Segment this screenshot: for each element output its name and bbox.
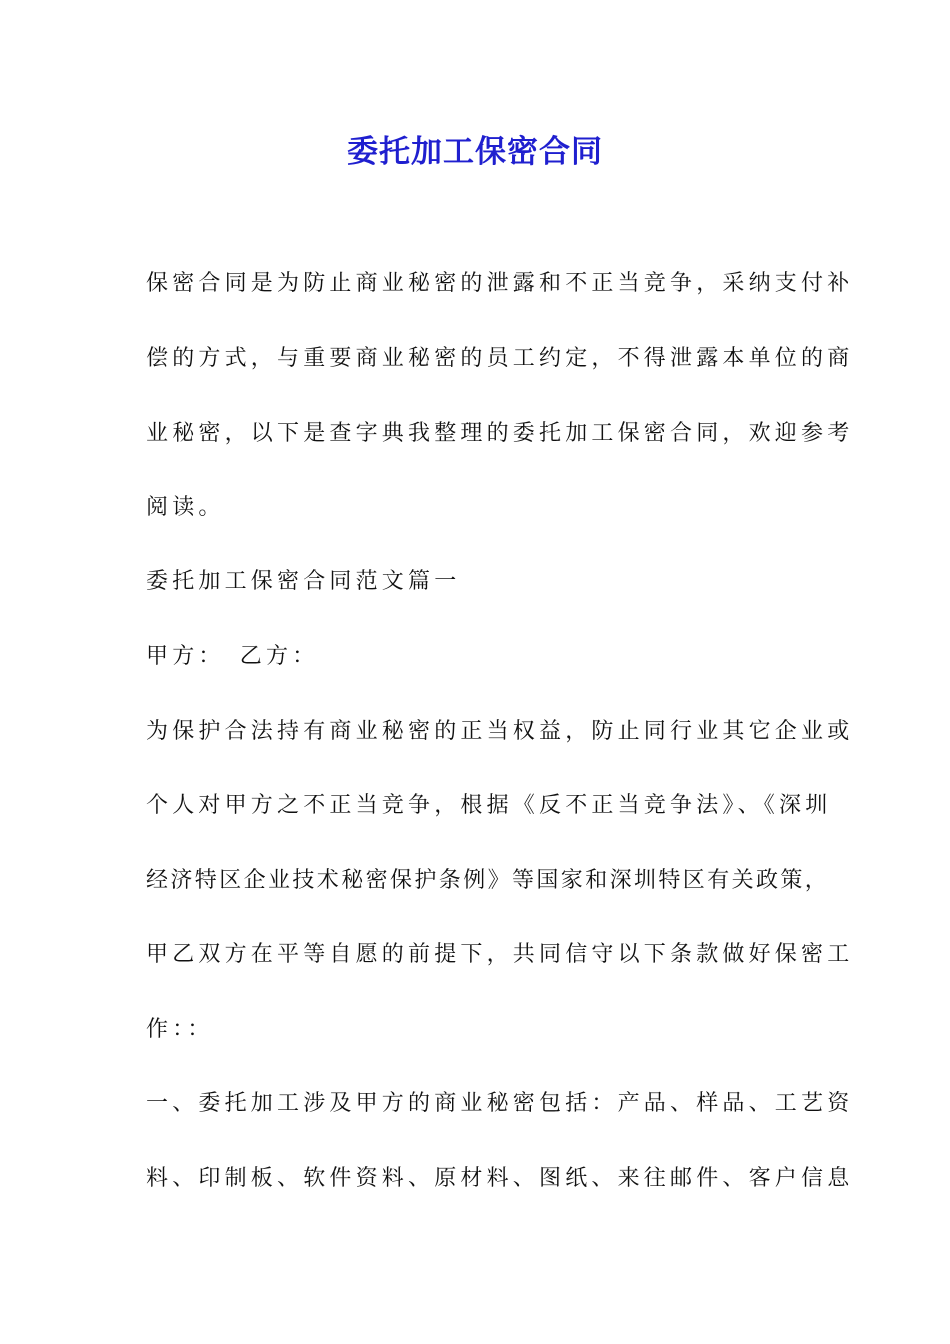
section-heading: 委托加工保密合同范文篇一 <box>146 569 461 594</box>
paragraph-line-1: 保密合同是为防止商业秘密的泄露和不正当竞争，采纳支付补 <box>146 271 854 296</box>
paragraph-line-6: 个人对甲方之不正当竞争，根据《反不正当竞争法》、《深圳 <box>146 793 832 818</box>
paragraph-line-9: 作：： <box>146 1017 214 1042</box>
document-title: 委托加工保密合同 <box>347 134 603 170</box>
paragraph-line-8: 甲乙双方在平等自愿的前提下，共同信守以下条款做好保密工 <box>146 942 854 967</box>
clause-line-2: 料、印制板、软件资料、原材料、图纸、来往邮件、客户信息 <box>146 1166 854 1191</box>
paragraph-line-7: 经济特区企业技术秘密保护条例》等国家和深圳特区有关政策， <box>146 868 830 893</box>
paragraph-line-5: 为保护合法持有商业秘密的正当权益，防止同行业其它企业或 <box>146 719 854 744</box>
paragraph-line-2: 偿的方式，与重要商业秘密的员工约定，不得泄露本单位的商 <box>146 346 854 371</box>
clause-line-1: 一、委托加工涉及甲方的商业秘密包括：产品、样品、工艺资 <box>146 1091 854 1116</box>
parties-line: 甲方： 乙方： <box>146 644 319 669</box>
paragraph-line-3: 业秘密，以下是查字典我整理的委托加工保密合同，欢迎参考 <box>146 421 854 446</box>
paragraph-line-4: 阅读。 <box>146 495 225 520</box>
